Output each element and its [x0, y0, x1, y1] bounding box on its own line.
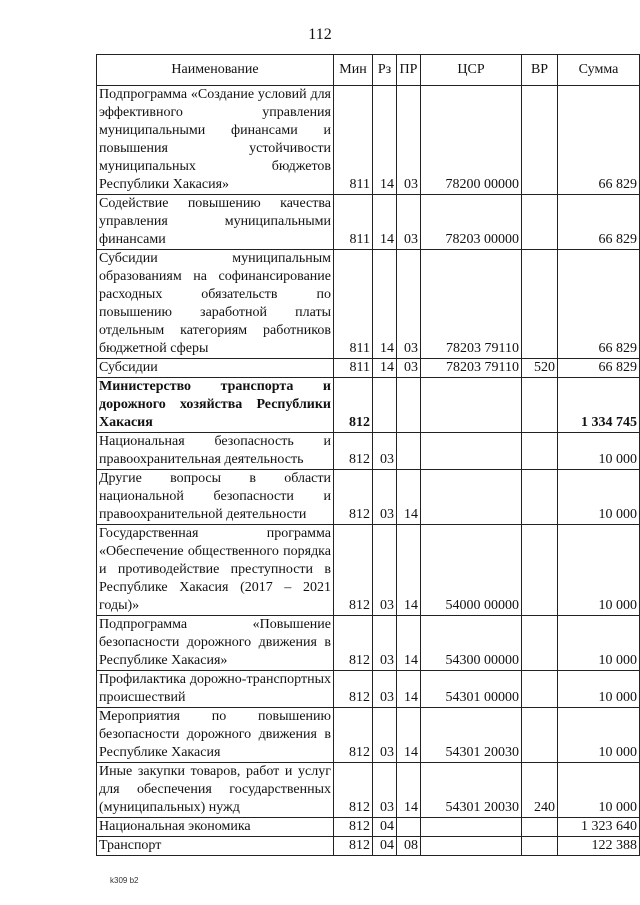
- cell-sum: 10 000: [558, 470, 640, 525]
- cell-sum: 66 829: [558, 195, 640, 250]
- cell-sum: 66 829: [558, 86, 640, 195]
- cell-vr: [522, 616, 558, 671]
- cell-pr: 03: [397, 359, 421, 378]
- cell-min: 811: [334, 86, 373, 195]
- table-row: [97, 250, 640, 359]
- table-row: [97, 378, 640, 433]
- cell-csr: 54301 20030: [421, 708, 522, 763]
- cell-vr: [522, 433, 558, 470]
- cell-min: 812: [334, 763, 373, 818]
- cell-sum: 66 829: [558, 250, 640, 359]
- cell-name: Содействие повышению качества управления муниципальными финансами: [97, 195, 334, 250]
- cell-vr: 240: [522, 763, 558, 818]
- page-number: 112: [308, 26, 332, 43]
- cell-pr: [397, 433, 421, 470]
- cell-vr: [522, 525, 558, 616]
- cell-min: 811: [334, 250, 373, 359]
- cell-sum: 1 323 640: [558, 818, 640, 837]
- cell-sum: 122 388: [558, 837, 640, 856]
- cell-name: Другие вопросы в области национальной безопасности и правоохранительной деятельности: [97, 470, 334, 525]
- cell-sum: 10 000: [558, 763, 640, 818]
- cell-pr: 14: [397, 525, 421, 616]
- cell-csr: 54301 20030: [421, 763, 522, 818]
- header-name: Наименование: [97, 55, 334, 86]
- cell-rz: 14: [373, 195, 397, 250]
- cell-min: 812: [334, 470, 373, 525]
- cell-name: Государственная программа «Обеспечение общественного порядка и противодействие преступности в Республике Хакасия (2017 – 2021 годы)»: [97, 525, 334, 616]
- cell-rz: 14: [373, 86, 397, 195]
- cell-sum: 10 000: [558, 433, 640, 470]
- cell-pr: 14: [397, 470, 421, 525]
- table-row: [97, 359, 640, 378]
- cell-sum: 10 000: [558, 616, 640, 671]
- table-row: [97, 470, 640, 525]
- cell-name: Подпрограмма «Создание условий для эффективного управления муниципальными финансами и повышения устойчивости муниципальных бюджетов Республики Хакасия»: [97, 86, 334, 195]
- table-row: [97, 818, 640, 837]
- cell-rz: 03: [373, 470, 397, 525]
- cell-pr: 14: [397, 708, 421, 763]
- cell-rz: [373, 378, 397, 433]
- cell-name: Мероприятия по повышению безопасности дорожного движения в Республике Хакасия: [97, 708, 334, 763]
- cell-rz: 03: [373, 525, 397, 616]
- cell-vr: [522, 818, 558, 837]
- table-row: [97, 837, 640, 856]
- cell-csr: [421, 837, 522, 856]
- cell-rz: 03: [373, 433, 397, 470]
- cell-name: Национальная экономика: [97, 818, 334, 837]
- cell-min: 812: [334, 433, 373, 470]
- header-pr: ПР: [397, 55, 421, 86]
- cell-rz: 14: [373, 359, 397, 378]
- table-row: [97, 763, 640, 818]
- cell-rz: 04: [373, 837, 397, 856]
- cell-vr: [522, 837, 558, 856]
- cell-name: Субсидии муниципальным образованиям на софинансирование расходных обязательств по повышению заработной платы отдельным категориям работников бюджетной сферы: [97, 250, 334, 359]
- cell-pr: 03: [397, 86, 421, 195]
- cell-rz: 14: [373, 250, 397, 359]
- cell-pr: 08: [397, 837, 421, 856]
- cell-rz: 03: [373, 763, 397, 818]
- cell-sum: 1 334 745: [558, 378, 640, 433]
- header-min: Мин: [334, 55, 373, 86]
- table-row: [97, 86, 640, 195]
- cell-name: Субсидии: [97, 359, 334, 378]
- cell-rz: 03: [373, 616, 397, 671]
- cell-min: 812: [334, 818, 373, 837]
- table-row: [97, 433, 640, 470]
- table-body: [97, 86, 640, 856]
- cell-pr: 14: [397, 616, 421, 671]
- cell-csr: [421, 818, 522, 837]
- cell-name: Подпрограмма «Повышение безопасности дорожного движения в Республике Хакасия»: [97, 616, 334, 671]
- header-vr: ВР: [522, 55, 558, 86]
- cell-name: Профилактика дорожно-транспортных происшествий: [97, 671, 334, 708]
- cell-pr: 03: [397, 250, 421, 359]
- cell-csr: 54300 00000: [421, 616, 522, 671]
- cell-min: 811: [334, 195, 373, 250]
- cell-vr: [522, 470, 558, 525]
- cell-name: Министерство транспорта и дорожного хозяйства Республики Хакасия: [97, 378, 334, 433]
- cell-rz: 04: [373, 818, 397, 837]
- cell-vr: 520: [522, 359, 558, 378]
- cell-rz: 03: [373, 671, 397, 708]
- table-row: [97, 195, 640, 250]
- cell-sum: 66 829: [558, 359, 640, 378]
- cell-name: Иные закупки товаров, работ и услуг для обеспечения государственных (муниципальных) нужд: [97, 763, 334, 818]
- footer-code: k309 b2: [110, 876, 139, 885]
- table-row: [97, 525, 640, 616]
- cell-min: 812: [334, 671, 373, 708]
- cell-min: 812: [334, 616, 373, 671]
- cell-min: 811: [334, 359, 373, 378]
- cell-pr: 14: [397, 671, 421, 708]
- header-sum: Сумма: [558, 55, 640, 86]
- budget-table: [96, 54, 640, 856]
- cell-vr: [522, 378, 558, 433]
- cell-rz: 03: [373, 708, 397, 763]
- table-header-row: [97, 55, 640, 86]
- cell-csr: [421, 378, 522, 433]
- cell-min: 812: [334, 378, 373, 433]
- cell-vr: [522, 671, 558, 708]
- cell-vr: [522, 86, 558, 195]
- table-row: [97, 616, 640, 671]
- cell-csr: 54000 00000: [421, 525, 522, 616]
- cell-sum: 10 000: [558, 525, 640, 616]
- header-csr: ЦСР: [421, 55, 522, 86]
- cell-vr: [522, 250, 558, 359]
- cell-pr: [397, 818, 421, 837]
- table-row: [97, 708, 640, 763]
- cell-csr: 54301 00000: [421, 671, 522, 708]
- cell-min: 812: [334, 708, 373, 763]
- header-rz: Рз: [373, 55, 397, 86]
- cell-min: 812: [334, 525, 373, 616]
- cell-pr: [397, 378, 421, 433]
- cell-min: 812: [334, 837, 373, 856]
- cell-csr: 78203 79110: [421, 250, 522, 359]
- cell-csr: 78203 00000: [421, 195, 522, 250]
- cell-csr: 78200 00000: [421, 86, 522, 195]
- table-row: [97, 671, 640, 708]
- cell-pr: 03: [397, 195, 421, 250]
- cell-name: Национальная безопасность и правоохранительная деятельность: [97, 433, 334, 470]
- cell-vr: [522, 195, 558, 250]
- cell-name: Транспорт: [97, 837, 334, 856]
- cell-sum: 10 000: [558, 671, 640, 708]
- cell-sum: 10 000: [558, 708, 640, 763]
- cell-pr: 14: [397, 763, 421, 818]
- cell-csr: [421, 433, 522, 470]
- cell-csr: 78203 79110: [421, 359, 522, 378]
- cell-vr: [522, 708, 558, 763]
- cell-csr: [421, 470, 522, 525]
